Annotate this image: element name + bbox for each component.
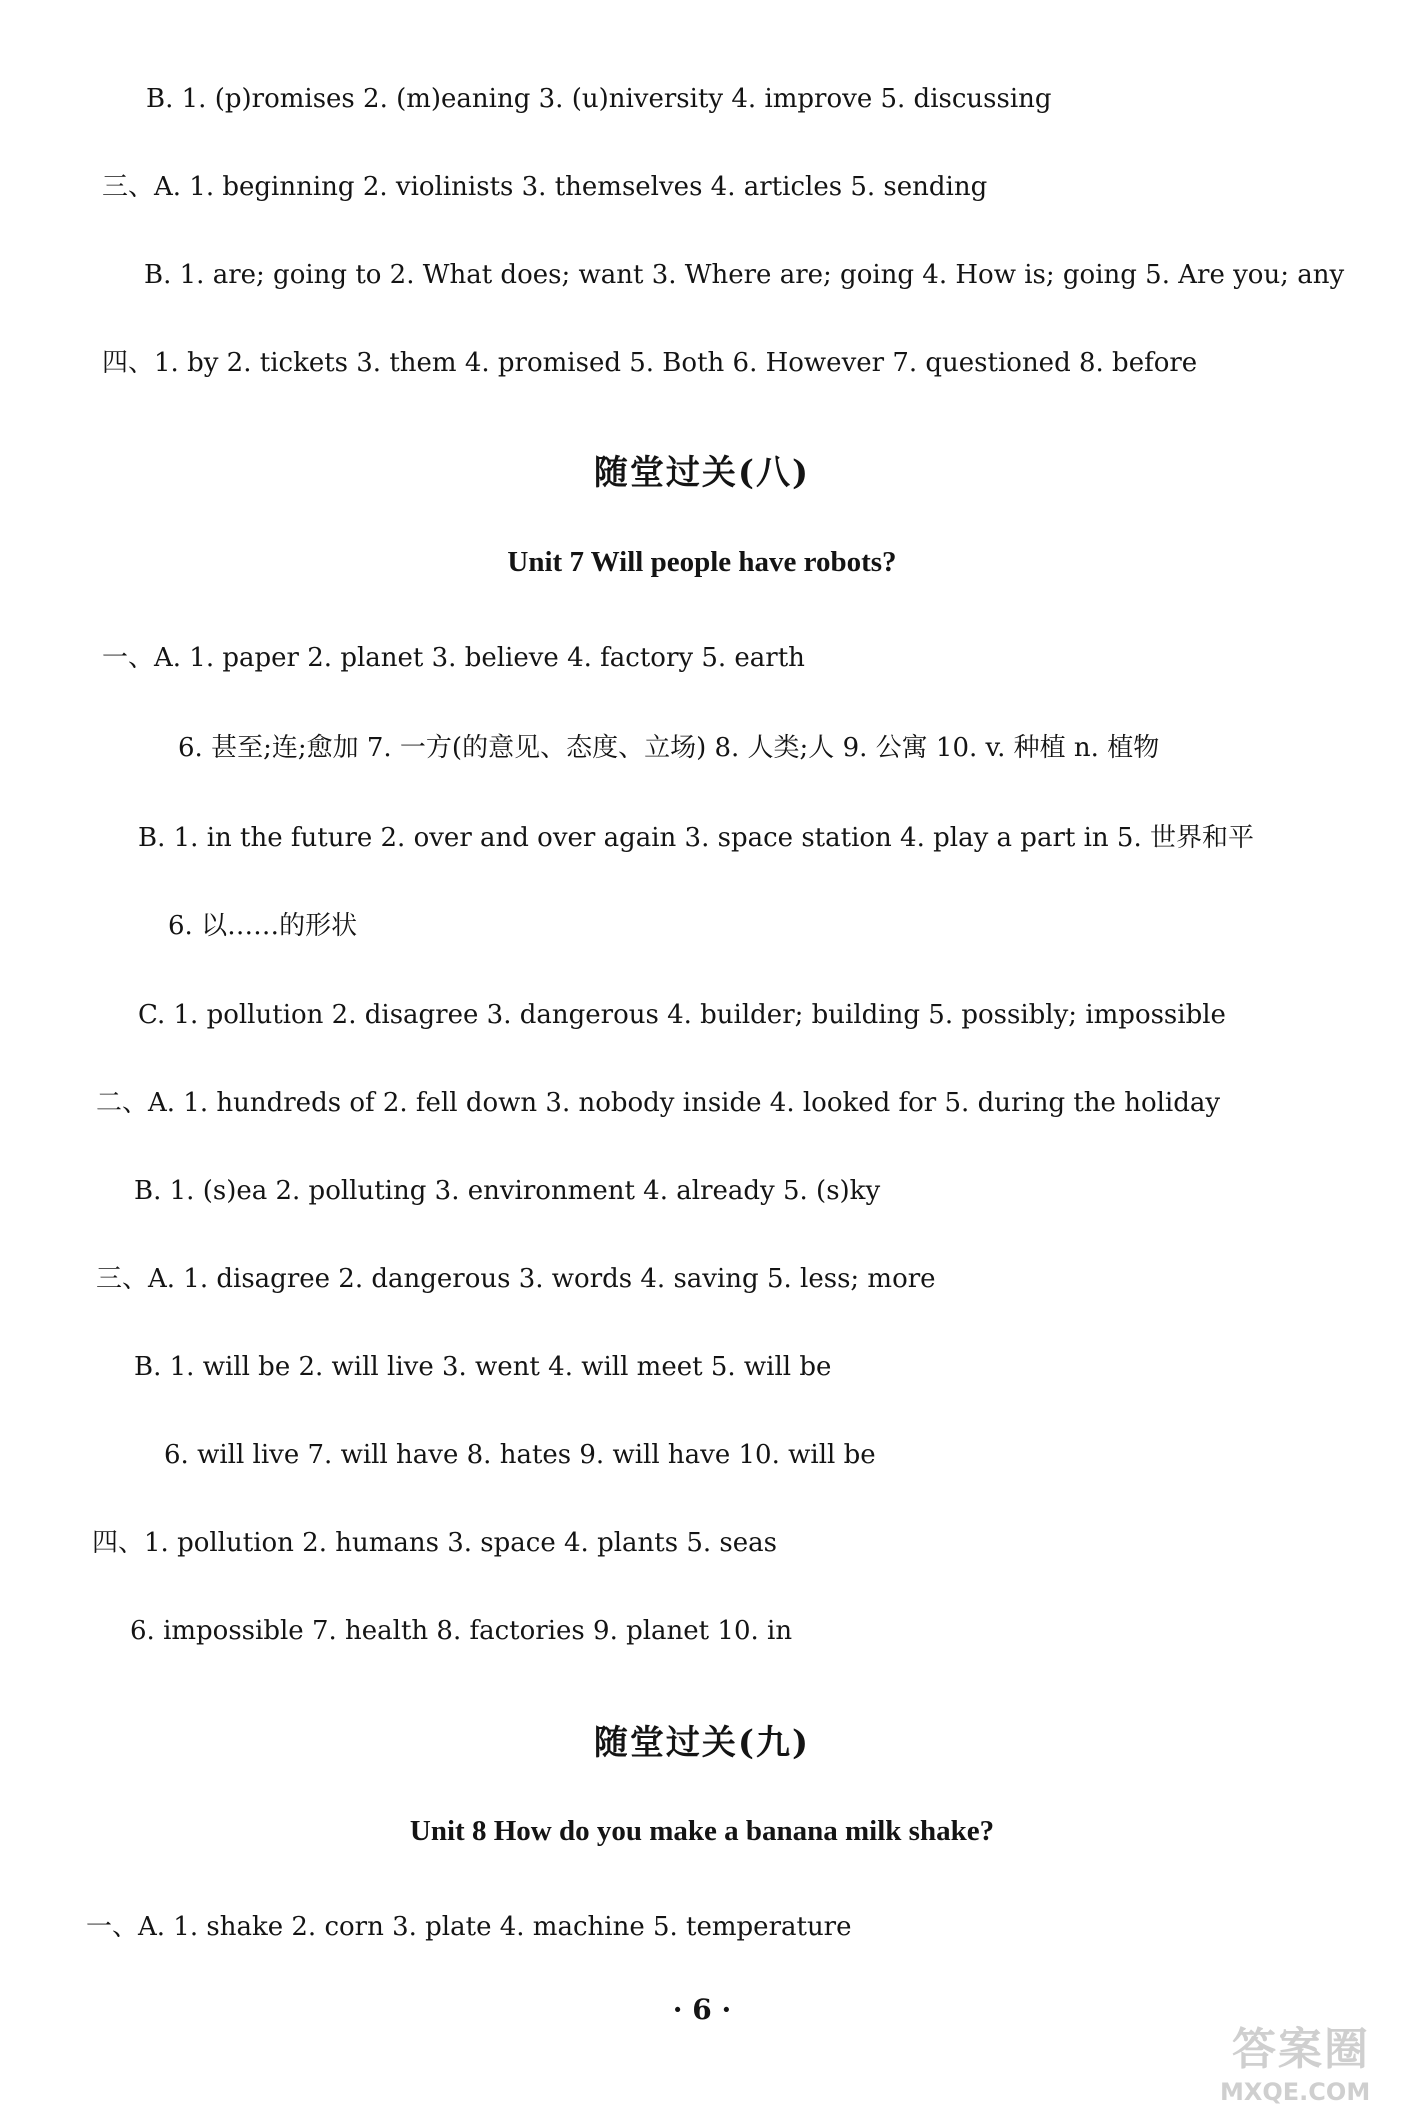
answer-line: 6. 甚至;连;愈加 7. 一方(的意见、态度、立场) 8. 人类;人 9. 公寓 10. v. 种植 n. 植物 [178, 733, 1160, 763]
watermark-top: 答案圈 [1232, 2024, 1370, 2075]
answer-line: 一、A. 1. shake 2. corn 3. plate 4. machine 5. temperature [86, 1912, 852, 1942]
answer-line: C. 1. pollution 2. disagree 3. dangerous 4. builder; building 5. possibly; impossible [138, 1000, 1226, 1030]
answer-line: B. 1. will be 2. will live 3. went 4. will meet 5. will be [134, 1352, 832, 1382]
answer-line: 三、A. 1. beginning 2. violinists 3. themselves 4. articles 5. sending [102, 172, 988, 202]
unit-title: Unit 7 Will people have robots? [507, 546, 897, 578]
answer-line: 四、1. pollution 2. humans 3. space 4. plants 5. seas [92, 1528, 777, 1558]
unit-title: Unit 8 How do you make a banana milk shake? [409, 1815, 995, 1847]
answer-line: 6. will live 7. will have 8. hates 9. will have 10. will be [164, 1440, 876, 1470]
answer-line: B. 1. (s)ea 2. polluting 3. environment 4. already 5. (s)ky [134, 1176, 881, 1206]
answer-line: B. 1. in the future 2. over and over again 3. space station 4. play a part in 5. 世界和平 [138, 823, 1254, 853]
answer-line: 四、1. by 2. tickets 3. them 4. promised 5. Both 6. However 7. questioned 8. before [102, 348, 1198, 378]
answer-line: 一、A. 1. paper 2. planet 3. believe 4. factory 5. earth [102, 643, 805, 673]
answer-line: B. 1. are; going to 2. What does; want 3. Where are; going 4. How is; going 5. Are you; any [144, 260, 1345, 290]
answer-line: 三、A. 1. disagree 2. dangerous 3. words 4. saving 5. less; more [96, 1264, 936, 1294]
page-number: · 6 · [672, 1993, 732, 2026]
section-title: 随堂过关(八) [593, 453, 811, 493]
answer-line: B. 1. (p)romises 2. (m)eaning 3. (u)niversity 4. improve 5. discussing [146, 84, 1052, 114]
watermark-logo [1220, 2023, 1370, 2115]
answer-line: 6. 以……的形状 [168, 911, 358, 941]
answer-line: 6. impossible 7. health 8. factories 9. planet 10. in [130, 1616, 793, 1646]
watermark-bottom: MXQE.COM [1220, 2078, 1371, 2106]
section-title: 随堂过关(九) [593, 1723, 811, 1763]
answer-line: 二、A. 1. hundreds of 2. fell down 3. nobody inside 4. looked for 5. during the holiday [96, 1088, 1221, 1118]
